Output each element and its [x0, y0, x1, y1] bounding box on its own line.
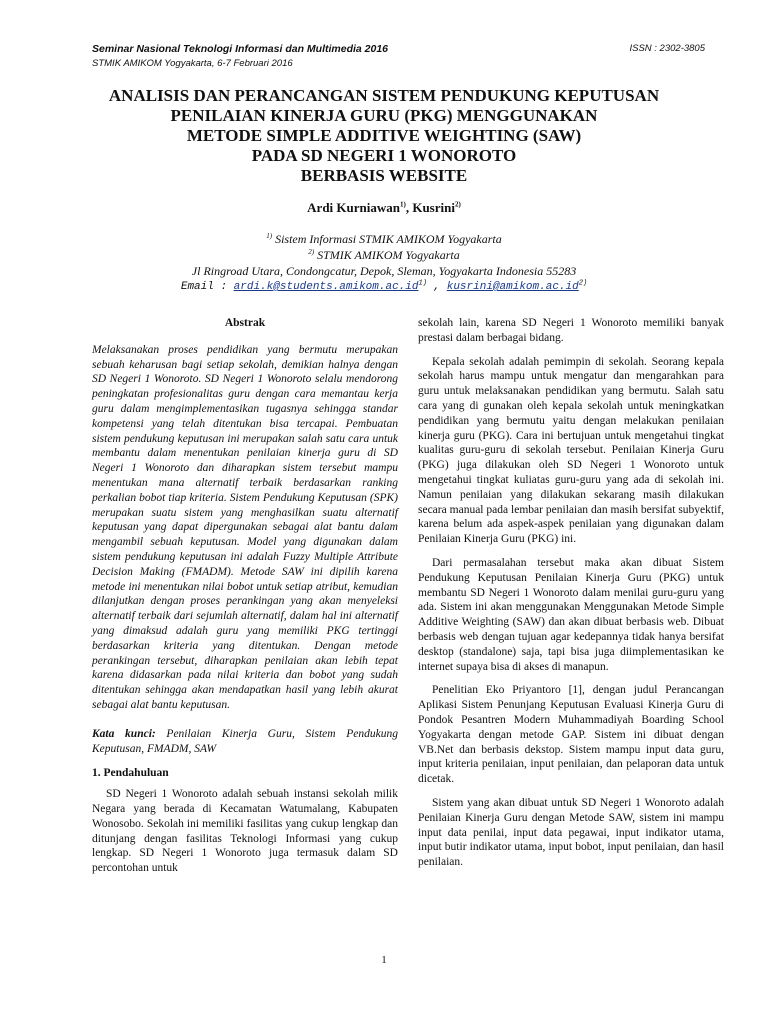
- affiliation-2: STMIK AMIKOM Yogyakarta: [317, 248, 460, 262]
- paragraph: SD Negeri 1 Wonoroto adalah sebuah instansi sekolah milik Negara yang berada di Kecamatan Watumalang, Kabupaten Wonosobo. Sekolah ini memiliki fasilitas yang cukup lengkap dan ditunjang dengan fasilitas Teknologi Informasi yang cukup lengkap. SD Negeri 1 Wonoroto juga termasuk dalam SD percontohan untuk: [92, 788, 398, 875]
- address: Jl Ringroad Utara, Condongcatur, Depok, Sleman, Yogyakarta Indonesia 55283: [191, 264, 577, 278]
- email-label: Email :: [180, 281, 234, 293]
- title-line: BERBASIS WEBSITE: [300, 166, 468, 185]
- title-line: PENILAIAN KINERJA GURU (PKG) MENGGUNAKAN: [170, 106, 598, 125]
- affiliation-1-sup: 1): [266, 232, 273, 240]
- author-1-sup: 1): [400, 200, 406, 209]
- author-2-sup: 2): [454, 200, 461, 209]
- email-link-1[interactable]: ardi.k@students.amikom.ac.id: [233, 281, 419, 293]
- paragraph: Penelitian Eko Priyantoro [1], dengan judul Perancangan Aplikasi Sistem Penunjang Keputusan Evaluasi Kinerja Guru di Pondok Pesantren Modern Muhammadiyah Boarding School Yogyakarta dengan metode GAP. Sistem ini dibuat dengan VB.Net dan berbasis dekstop. Sistem mampu input data guru, input kriteria penilaian, input penilaian, dan pelaporan data untuk dicetak.: [418, 684, 724, 786]
- author-2: Kusrini: [412, 200, 455, 215]
- conference-venue: STMIK AMIKOM Yogyakarta, 6-7 Februari 2016: [92, 58, 293, 69]
- affiliations: [60, 231, 708, 295]
- keywords: [92, 727, 398, 757]
- paragraph: Dari permasalahan tersebut maka akan dibuat Sistem Pendukung Keputusan Penilaian Kinerja Guru (PKG) untuk membantu SD Negeri 1 Wonoroto dalam menilai guru-guru yang ada. Sistem ini akan menggunakan Menggunakan Metode Simple Additive Weighting (SAW) dan akan dibuat berbasis web. Dibuat berbasis web dengan tujuan agar kedepannya tidak hanya bersifat desktop (standalone) saja, tapi bisa juga diimplementasikan ke internet supaya bisa di akses di manapun.: [418, 556, 724, 673]
- section-heading: 1. Pendahuluan: [92, 767, 169, 780]
- abstract-heading: Abstrak: [224, 317, 266, 329]
- conference-name: Seminar Nasional Teknologi Informasi dan Multimedia 2016: [92, 43, 389, 55]
- paragraph: Kepala sekolah adalah pemimpin di sekolah. Seorang kepala sekolah harus mampu untuk mengatur dan mengarahkan para guru untuk melaksanakan pendidikan yang bermutu. Salah satu cara yang di gunakan oleh kepala sekolah untuk meningkatkan pendidikan yang bermutu yaitu dengan melakukan penilaian kinerja guru (PKG). Cara ini bertujuan untuk mengetahui tingkat kualitas guru-guru di sekolah tersebut. Penilaian Kinerja Guru (PKG) juga dilakukan oleh SD Negeri 1 Wonoroto untuk mengetahui tingkat kuliatas guru-guru yang ada di sekolah ini. Namun penilaian yang dilakukan sekarang masih dilakukan secara manual pada lembar penilaian dan masih bersifat subyektif, karena belum ada aspek-aspek penilaian yang digunakan dalam Penilaian Kinerja Guru (PKG) ini.: [418, 355, 724, 546]
- page-number: 1: [381, 954, 387, 966]
- title-line: PADA SD NEGERI 1 WONOROTO: [251, 146, 517, 165]
- email-separator: ,: [426, 281, 447, 293]
- abstract-text: Melaksanakan proses pendidikan yang bermutu merupakan sebuah keharusan bagi setiap sekolah, demikian halnya dengan SD Negeri 1 Wonoroto. SD Negeri 1 Wonoroto selalu mendorong peningkatan profesionalitas guru dengan cara memantau kerja guru dalam mengimplementasikan tugasnya sehingga standar kompetensi yang telah ditentukan bisa tercapai. Pembuatan sistem pendukung keputusan ini merupakan salah satu cara untuk membantu dalam menentukan penilaian kinerja guru di SD Negeri 1 Wonoroto dan diharapkan sistem tersebut mampu menentukan mana alternatif terbaik berdasarkan ranking perkalian bobot tiap kriteria. Sistem Pendukung Keputusan (SPK) merupakan suatu sistem yang menghasilkan suatu alternatif keputusan yang dapat dipergunakan sebagai alat bantu dalam mengambil sebuah keputusan. Model yang digunakan dalam sistem pendukung keputusan ini adalah Fuzzy Multiple Attribute Decision Making (FMADM). Metode SAW ini dipilih karena metode ini menentukan nilai bobot untuk setiap atribut, kemudian dilanjutkan dengan proses perankingan yang akan menyeleksi alternatif terbaik dari sejumlah alternatif, dalam hal ini alternatif yang dimaksud adalah guru yang memiliki PKG tertinggi berdasarkan kriteria yang ditentukan. Dengan metode perankingan tersebut, diharapkan penilaian akan lebih tepat karena didasarkan pada nilai kriteria dan bobot yang sudah ditentukan sehingga akan mendapatkan hasil yang lebih akurat sebagai alat bantu keputusan.: [92, 343, 398, 711]
- right-column: [418, 316, 724, 879]
- email-link-2[interactable]: kusrini@amikom.ac.id: [446, 281, 579, 293]
- email-2-sup: 2): [578, 279, 588, 288]
- paper-title: [60, 86, 708, 186]
- email-1-sup: 1): [418, 279, 427, 288]
- paragraph: Sistem yang akan dibuat untuk SD Negeri 1 Wonoroto adalah Penilaian Kinerja Guru dengan Metode SAW, sistem ini mampu input data penilai, input data pegawai, input indikator utama, input butir indikator utama, input bobot, input penilaian, dan hasil penilaian.: [418, 796, 724, 869]
- keywords-label: Kata kunci:: [92, 727, 156, 740]
- author-separator: ,: [405, 200, 413, 215]
- affiliation-1: Sistem Informasi STMIK AMIKOM Yogyakarta: [275, 232, 502, 246]
- issn: ISSN : 2302-3805: [629, 43, 705, 54]
- author-1: Ardi Kurniawan: [307, 200, 400, 215]
- paragraph: sekolah lain, karena SD Negeri 1 Wonoroto memiliki banyak prestasi dalam berbagai bidang.: [418, 317, 724, 344]
- left-column: [92, 316, 398, 885]
- title-line: ANALISIS DAN PERANCANGAN SISTEM PENDUKUNG KEPUTUSAN: [108, 86, 660, 105]
- title-line: METODE SIMPLE ADDITIVE WEIGHTING (SAW): [186, 126, 582, 145]
- affiliation-2-sup: 2): [308, 248, 315, 256]
- author-list: [60, 200, 708, 216]
- email-line: [60, 279, 708, 295]
- keywords-text: Penilaian Kinerja Guru, Sistem Pendukung Keputusan, FMADM, SAW: [92, 727, 398, 755]
